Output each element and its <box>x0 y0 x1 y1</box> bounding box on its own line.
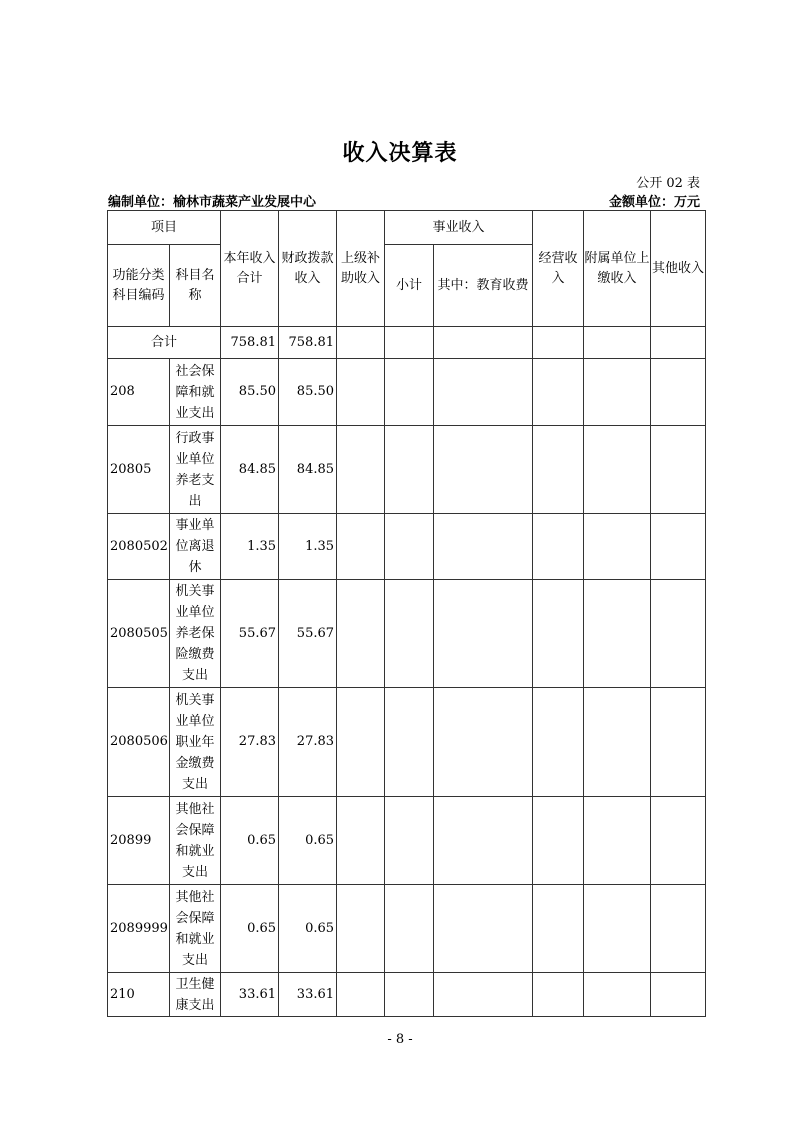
table-row <box>108 973 706 1017</box>
page-title: 收入决算表 <box>342 141 458 166</box>
row-fiscal: 55.67 <box>279 580 337 688</box>
row-name: 机关事业单位职业年金缴费支出 <box>170 688 221 797</box>
table-row-total <box>108 327 706 359</box>
row-total: 1.35 <box>221 514 279 580</box>
row-code: 2089999 <box>108 885 170 973</box>
header-affiliated: 附属单位上缴收入 <box>584 211 651 327</box>
page-number: - 8 - <box>387 1032 413 1047</box>
row-total: 27.83 <box>221 688 279 797</box>
row-name: 行政事业单位养老支出 <box>170 426 221 514</box>
table-row <box>108 580 706 688</box>
total-amount: 758.81 <box>221 327 279 359</box>
table-row <box>108 797 706 885</box>
table-row <box>108 426 706 514</box>
row-name: 机关事业单位养老保险缴费支出 <box>170 580 221 688</box>
row-total: 55.67 <box>221 580 279 688</box>
row-code: 2080505 <box>108 580 170 688</box>
header-subject-name: 科目名称 <box>170 245 221 327</box>
income-table <box>107 210 706 1017</box>
table-row <box>108 359 706 426</box>
row-code: 2080506 <box>108 688 170 797</box>
row-code: 208 <box>108 359 170 426</box>
currency-unit: 金额单位：万元 <box>608 195 700 210</box>
row-total: 85.50 <box>221 359 279 426</box>
row-fiscal: 27.83 <box>279 688 337 797</box>
row-name: 社会保障和就业支出 <box>170 359 221 426</box>
header-operating: 经营收入 <box>533 211 584 327</box>
row-name: 其他社会保障和就业支出 <box>170 885 221 973</box>
header-education: 其中：教育收费 <box>434 245 533 327</box>
reporting-unit: 编制单位：榆林市蔬菜产业发展中心 <box>108 195 317 210</box>
row-fiscal: 1.35 <box>279 514 337 580</box>
row-total: 0.65 <box>221 797 279 885</box>
row-name: 卫生健康支出 <box>170 973 221 1017</box>
table-row <box>108 885 706 973</box>
row-code: 2080502 <box>108 514 170 580</box>
header-func-code: 功能分类科目编码 <box>108 245 170 327</box>
row-total: 33.61 <box>221 973 279 1017</box>
row-fiscal: 0.65 <box>279 885 337 973</box>
header-business: 事业收入 <box>385 211 533 245</box>
header-project: 项目 <box>108 211 221 245</box>
row-name: 事业单位离退休 <box>170 514 221 580</box>
form-number: 公开 02 表 <box>636 176 700 191</box>
header-total: 本年收入合计 <box>221 211 279 327</box>
header-fiscal: 财政拨款收入 <box>279 211 337 327</box>
row-fiscal: 84.85 <box>279 426 337 514</box>
row-total: 0.65 <box>221 885 279 973</box>
row-code: 20805 <box>108 426 170 514</box>
table-row <box>108 688 706 797</box>
row-code: 20899 <box>108 797 170 885</box>
row-fiscal: 85.50 <box>279 359 337 426</box>
header-subtotal: 小计 <box>385 245 434 327</box>
total-label: 合计 <box>108 327 221 359</box>
row-fiscal: 33.61 <box>279 973 337 1017</box>
header-other: 其他收入 <box>651 211 706 327</box>
header-superior: 上级补助收入 <box>337 211 385 327</box>
row-total: 84.85 <box>221 426 279 514</box>
row-fiscal: 0.65 <box>279 797 337 885</box>
total-fiscal: 758.81 <box>279 327 337 359</box>
row-code: 210 <box>108 973 170 1017</box>
table-row <box>108 514 706 580</box>
row-name: 其他社会保障和就业支出 <box>170 797 221 885</box>
